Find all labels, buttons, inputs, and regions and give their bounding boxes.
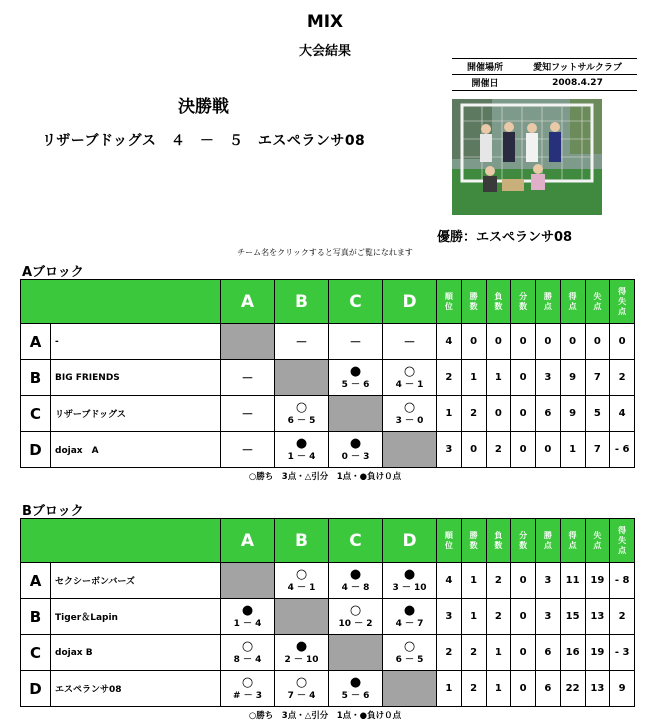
win-mark-icon: ○ (403, 400, 416, 415)
loss-mark-icon: ● (403, 603, 416, 618)
row-letter: D (21, 432, 51, 468)
stat-header-label: 勝数 (469, 291, 478, 311)
column-header-d: D (383, 280, 437, 324)
match-score: 8 － 4 (233, 655, 262, 665)
stat-value: 0 (511, 324, 536, 360)
stat-value: 0 (461, 432, 486, 468)
stat-value: 0 (511, 360, 536, 396)
no-match-cell: － (221, 432, 275, 468)
page-title: MIX (306, 12, 344, 32)
table-row (21, 671, 635, 707)
stat-value: 1 (486, 360, 511, 396)
column-header-b: B (275, 280, 329, 324)
stat-value: 0 (511, 599, 536, 635)
stat-value: 16 (560, 635, 585, 671)
stat-value: 6 (536, 396, 561, 432)
match-score: 5 － 6 (341, 691, 370, 701)
match-result-cell (221, 671, 275, 707)
table-row (21, 599, 635, 635)
stat-header (560, 280, 585, 324)
stat-header-label: 得失点 (618, 286, 627, 316)
match-score: 1 － 4 (233, 619, 262, 629)
stat-value: 0 (560, 324, 585, 360)
loss-mark-icon: ● (241, 603, 254, 618)
stat-header (560, 519, 585, 563)
self-match-cell (329, 635, 383, 671)
column-header-b: B (275, 519, 329, 563)
stat-header (585, 280, 610, 324)
match-result-cell (383, 360, 437, 396)
match-score: 10 － 2 (338, 619, 373, 629)
team-name-link[interactable]: リザーブドッグス (51, 396, 221, 432)
stat-value: 4 (610, 396, 635, 432)
winner-team-photo (452, 99, 602, 215)
team-name-link[interactable]: セクシーボンバーズ (51, 563, 221, 599)
table-row (21, 396, 635, 432)
row-letter: C (21, 396, 51, 432)
stat-value: 0 (511, 563, 536, 599)
stat-value: 7 (585, 432, 610, 468)
stat-header-label: 得失点 (618, 525, 627, 555)
self-match-cell (221, 324, 275, 360)
stat-header (536, 519, 561, 563)
stat-header (461, 280, 486, 324)
match-result-cell (383, 563, 437, 599)
stat-value: 0 (461, 324, 486, 360)
stat-value: 2 (610, 599, 635, 635)
row-letter: B (21, 360, 51, 396)
win-mark-icon: ○ (295, 400, 308, 415)
block-b-table (20, 518, 635, 707)
match-score: 4 － 1 (395, 380, 424, 390)
stat-value: 9 (560, 396, 585, 432)
self-match-cell (275, 599, 329, 635)
column-header-d: D (383, 519, 437, 563)
match-result-cell (221, 599, 275, 635)
team-name-link[interactable]: dojax A (51, 432, 221, 468)
row-letter: A (21, 563, 51, 599)
stat-value: 13 (585, 671, 610, 707)
row-letter: C (21, 635, 51, 671)
match-result-cell (329, 599, 383, 635)
self-match-cell (383, 671, 437, 707)
stat-value: 2 (461, 635, 486, 671)
stat-value: 13 (585, 599, 610, 635)
team-photo-graphic (452, 99, 602, 215)
stat-header (486, 519, 511, 563)
no-match-cell: － (275, 324, 329, 360)
block-b-title: Bブロック (22, 504, 84, 519)
stat-header-label: 分数 (519, 291, 528, 311)
self-match-cell (329, 396, 383, 432)
win-mark-icon: ○ (403, 364, 416, 379)
win-mark-icon: ○ (241, 675, 254, 690)
column-header-c: C (329, 519, 383, 563)
stat-value: 1 (437, 671, 462, 707)
loss-mark-icon: ● (295, 436, 308, 451)
stat-header (511, 280, 536, 324)
header-corner (21, 519, 221, 563)
winner-text: 優勝：エスペランサ08 (437, 230, 573, 245)
stat-header (536, 280, 561, 324)
stat-header-label: 勝数 (469, 530, 478, 550)
win-mark-icon: ○ (295, 675, 308, 690)
no-match-cell: － (221, 396, 275, 432)
stat-header-label: 得点 (568, 530, 577, 550)
stat-value: 9 (560, 360, 585, 396)
win-mark-icon: ○ (295, 567, 308, 582)
stat-header (511, 519, 536, 563)
match-result-cell (275, 635, 329, 671)
team-name-link[interactable]: Tiger＆Lapin (51, 599, 221, 635)
stat-header-label: 分数 (519, 530, 528, 550)
stat-header-label: 順位 (444, 291, 453, 311)
stat-header-label: 得点 (568, 291, 577, 311)
stat-value: 22 (560, 671, 585, 707)
table-row (21, 432, 635, 468)
no-match-cell: － (329, 324, 383, 360)
match-score: 4 － 1 (287, 583, 316, 593)
stat-value: 5 (585, 396, 610, 432)
stat-header-label: 勝点 (543, 291, 552, 311)
stat-value: 1 (560, 432, 585, 468)
stat-header-label: 順位 (444, 530, 453, 550)
stat-value: 3 (536, 360, 561, 396)
stat-header (610, 280, 635, 324)
venue-label: 開催場所 (452, 59, 518, 75)
stat-value: 4 (437, 563, 462, 599)
match-score: 0 － 3 (341, 452, 370, 462)
column-header-c: C (329, 280, 383, 324)
match-result-cell (221, 635, 275, 671)
stat-value: 2 (461, 396, 486, 432)
match-score: 3 － 0 (395, 416, 424, 426)
row-letter: D (21, 671, 51, 707)
stat-value: 15 (560, 599, 585, 635)
stat-value: 0 (511, 635, 536, 671)
match-score: 2 － 10 (284, 655, 319, 665)
loss-mark-icon: ● (403, 567, 416, 582)
no-match-cell: － (383, 324, 437, 360)
stat-header-label: 勝点 (543, 530, 552, 550)
match-score: 4 － 8 (341, 583, 370, 593)
stat-header (461, 519, 486, 563)
table-row (21, 324, 635, 360)
stat-value: 1 (461, 599, 486, 635)
stat-value: 6 (536, 635, 561, 671)
match-result-cell (275, 671, 329, 707)
stat-value: 0 (511, 396, 536, 432)
stat-header (437, 280, 462, 324)
match-score: 6 － 5 (287, 416, 316, 426)
match-score: 7 － 4 (287, 691, 316, 701)
stat-value: 2 (437, 635, 462, 671)
stat-value: 3 (437, 432, 462, 468)
stat-header (486, 280, 511, 324)
self-match-cell (275, 360, 329, 396)
win-mark-icon: ○ (241, 639, 254, 654)
stat-header-label: 負数 (494, 530, 503, 550)
date-label: 開催日 (452, 75, 518, 91)
loss-mark-icon: ● (349, 436, 362, 451)
venue-value: 愛知フットサルクラブ (518, 59, 637, 75)
stat-value: 1 (486, 671, 511, 707)
match-result-cell (329, 360, 383, 396)
stat-value: 2 (437, 360, 462, 396)
stat-value: - 8 (610, 563, 635, 599)
block-a-legend: ○勝ち 3点・△引分 1点・●負け０点 (248, 472, 402, 482)
stat-value: 3 (536, 563, 561, 599)
stat-value: 0 (486, 396, 511, 432)
table-row (21, 635, 635, 671)
team-name-link[interactable]: BIG FRIENDS (51, 360, 221, 396)
match-result-cell (383, 635, 437, 671)
stat-value: 0 (536, 432, 561, 468)
block-a-title: Aブロック (22, 265, 84, 280)
column-header-a: A (221, 280, 275, 324)
win-mark-icon: ○ (403, 639, 416, 654)
stat-value: 0 (585, 324, 610, 360)
stat-header-label: 失点 (593, 530, 602, 550)
stat-value: 2 (486, 563, 511, 599)
photo-hint: チーム名をクリックすると写真がご覧になれます (237, 248, 413, 257)
match-result-cell (329, 563, 383, 599)
final-label: 決勝戦 (178, 97, 229, 117)
stat-header (437, 519, 462, 563)
match-result-cell (329, 432, 383, 468)
stat-value: 7 (585, 360, 610, 396)
match-score: 4 － 7 (395, 619, 424, 629)
stat-value: 6 (536, 671, 561, 707)
stat-value: - 6 (610, 432, 635, 468)
match-score: # － 3 (232, 691, 263, 701)
stat-value: - 3 (610, 635, 635, 671)
stat-value: 4 (437, 324, 462, 360)
match-result-cell (329, 671, 383, 707)
stat-value: 0 (511, 671, 536, 707)
stat-value: 19 (585, 635, 610, 671)
self-match-cell (221, 563, 275, 599)
team-name-link[interactable]: dojax B (51, 635, 221, 671)
match-result-cell (383, 396, 437, 432)
row-letter: B (21, 599, 51, 635)
stat-value: 9 (610, 671, 635, 707)
team-name-link[interactable]: エスペランサ08 (51, 671, 221, 707)
match-score: 6 － 5 (395, 655, 424, 665)
win-mark-icon: ○ (349, 603, 362, 618)
stat-value: 19 (585, 563, 610, 599)
match-score: 3 － 10 (392, 583, 427, 593)
stat-value: 0 (511, 432, 536, 468)
team-name-link[interactable]: - (51, 324, 221, 360)
stat-header (585, 519, 610, 563)
loss-mark-icon: ● (349, 364, 362, 379)
stat-value: 0 (536, 324, 561, 360)
date-value: 2008.4.27 (518, 75, 637, 91)
stat-header (610, 519, 635, 563)
stat-value: 1 (461, 563, 486, 599)
match-result-cell (275, 432, 329, 468)
self-match-cell (383, 432, 437, 468)
stat-value: 1 (437, 396, 462, 432)
stat-header-label: 負数 (494, 291, 503, 311)
table-row (21, 360, 635, 396)
match-score: 1 － 4 (287, 452, 316, 462)
loss-mark-icon: ● (349, 567, 362, 582)
stat-value: 0 (610, 324, 635, 360)
loss-mark-icon: ● (349, 675, 362, 690)
match-result-cell (383, 599, 437, 635)
stat-value: 1 (486, 635, 511, 671)
match-result-cell (275, 563, 329, 599)
event-info-table (452, 58, 637, 91)
no-match-cell: － (221, 360, 275, 396)
stat-value: 2 (461, 671, 486, 707)
match-score: 5 － 6 (341, 380, 370, 390)
stat-value: 3 (437, 599, 462, 635)
stat-value: 11 (560, 563, 585, 599)
stat-value: 2 (486, 432, 511, 468)
loss-mark-icon: ● (295, 639, 308, 654)
block-b-legend: ○勝ち 3点・△引分 1点・●負け０点 (248, 711, 402, 721)
column-header-a: A (221, 519, 275, 563)
table-row (21, 563, 635, 599)
header-corner (21, 280, 221, 324)
stat-value: 2 (610, 360, 635, 396)
stat-value: 2 (486, 599, 511, 635)
stat-value: 1 (461, 360, 486, 396)
final-score: リザーブドッグス ４ － ５ エスペランサ08 (42, 133, 366, 149)
row-letter: A (21, 324, 51, 360)
block-a-table (20, 279, 635, 468)
stat-value: 3 (536, 599, 561, 635)
match-result-cell (275, 396, 329, 432)
stat-header-label: 失点 (593, 291, 602, 311)
stat-value: 0 (486, 324, 511, 360)
page-subtitle: 大会結果 (298, 44, 351, 59)
